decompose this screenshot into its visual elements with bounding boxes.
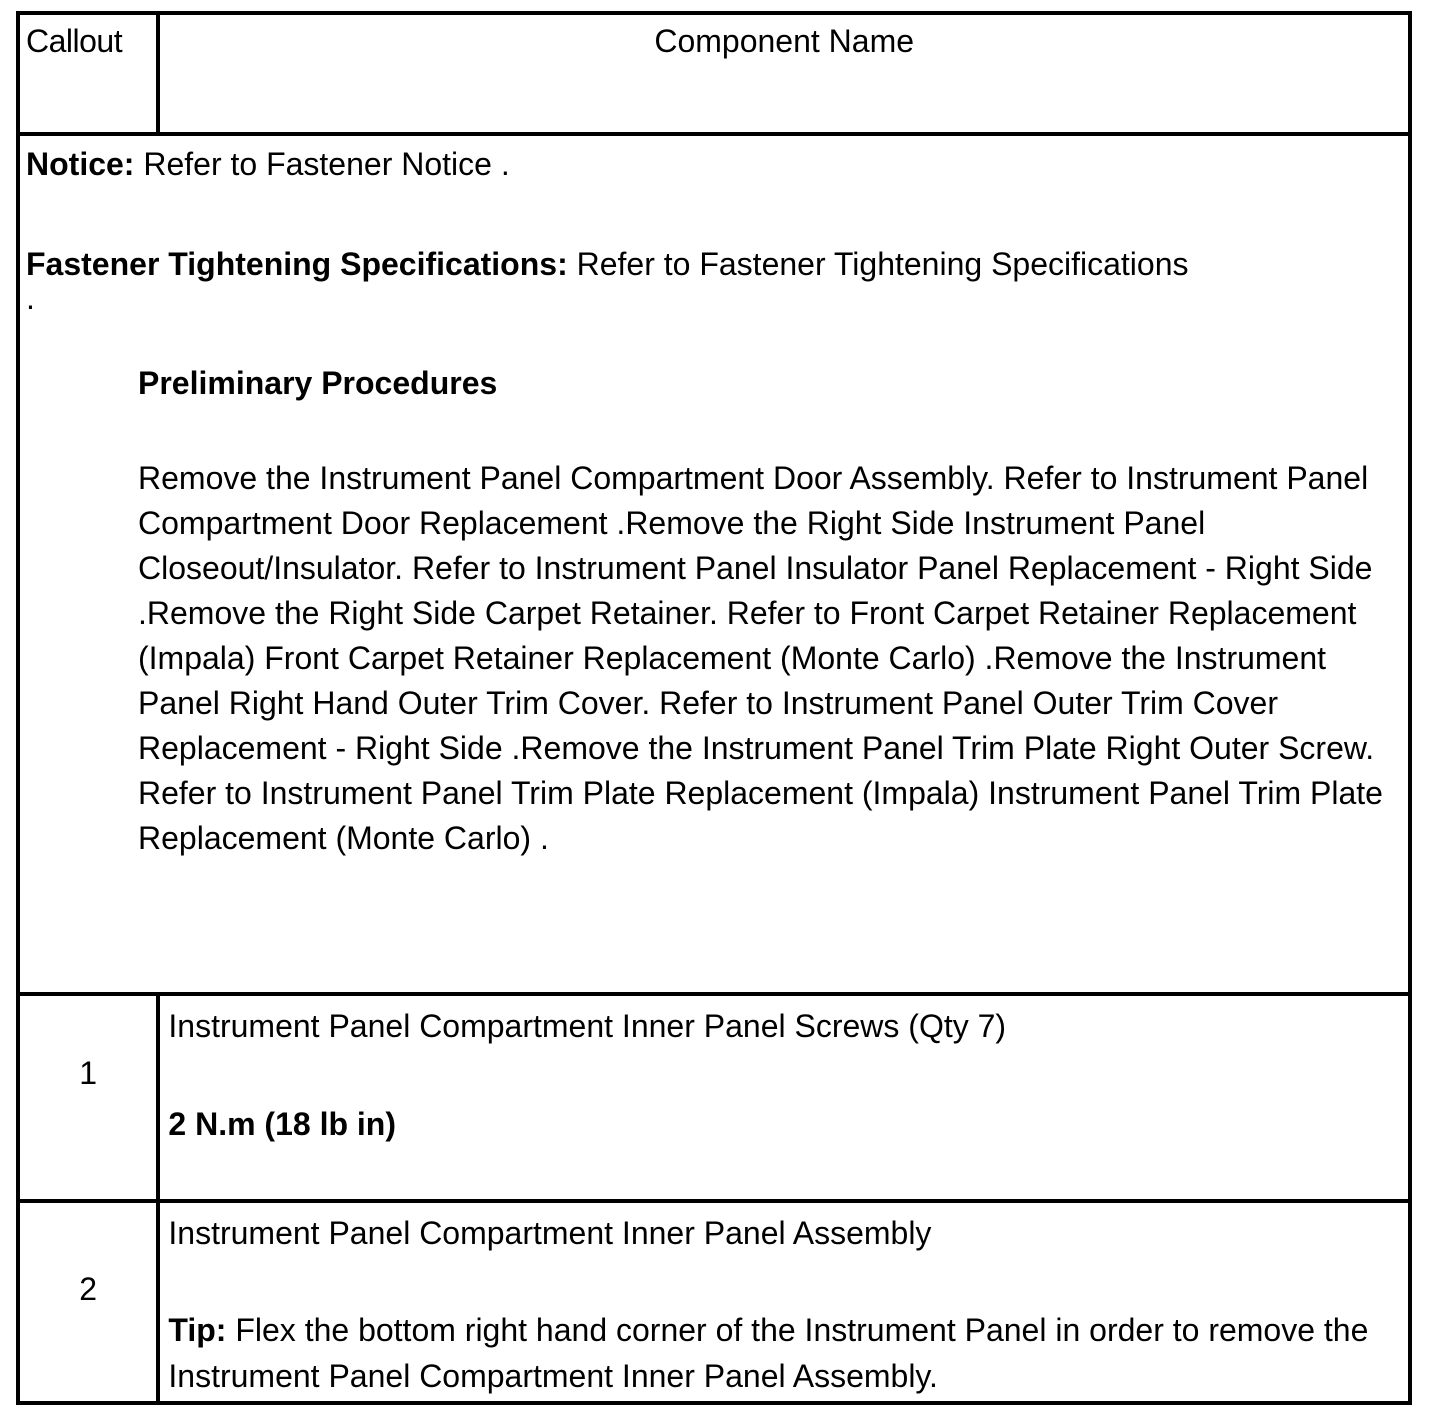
notice-paragraph — [26, 142, 1398, 186]
fastener-spec-text: Refer to Fastener Tightening Specifications — [567, 246, 1189, 282]
tip-text: Flex the bottom right hand corner of the Instrument Panel in order to remove the Instrument Panel Compartment Inner Panel Assembly. — [168, 1312, 1369, 1394]
component-name-header: Component Name — [158, 13, 1410, 134]
preliminary-procedures-body: Remove the Instrument Panel Compartment Door Assembly. Refer to Instrument Panel Compartment Door Replacement .Remove the Right Side Instrument Panel Closeout/Insulator. Refer to Instrument Panel Insulator Panel Replacement - Right Side .Remove the Right Side Carpet Retainer. Refer to Front Carpet Retainer Replacement (Impala) Front Carpet Retainer Replacement (Monte Carlo) .Remove the Instrument Panel Right Hand Outer Trim Cover. Refer to Instrument Panel Outer Trim Cover Replacement - Right Side .Remove the Instrument Panel Trim Plate Right Outer Screw. Refer to Instrument Panel Trim Plate Replacement (Impala) Instrument Panel Trim Plate Replacement (Monte Carlo) . — [138, 460, 1383, 856]
tip-paragraph — [168, 1307, 1400, 1399]
preliminary-procedures-heading: Preliminary Procedures — [138, 365, 498, 401]
torque-spec: 2 N.m (18 lb in) — [168, 1106, 396, 1142]
tip-label: Tip: — [168, 1312, 227, 1348]
callout-number: 2 — [18, 1201, 158, 1403]
notice-label: Notice: — [26, 146, 135, 182]
fastener-spec-trailing-dot: . — [26, 280, 35, 316]
notice-text: Refer to Fastener Notice . — [134, 146, 510, 182]
notice-cell — [18, 134, 1410, 994]
component-table — [16, 11, 1412, 1405]
table-row — [18, 1201, 1410, 1403]
callout-number: 1 — [18, 994, 158, 1201]
fastener-spec-label: Fastener Tightening Specifications: — [26, 246, 568, 282]
component-cell — [158, 994, 1410, 1201]
table-header-row — [18, 13, 1410, 134]
notice-row — [18, 134, 1410, 994]
callout-header: Callout — [18, 13, 158, 134]
component-cell — [158, 1201, 1410, 1403]
fastener-spec-paragraph — [26, 238, 1398, 291]
table-row — [18, 994, 1410, 1201]
component-name: Instrument Panel Compartment Inner Panel Assembly — [168, 1215, 932, 1251]
component-name: Instrument Panel Compartment Inner Panel Screws (Qty 7) — [168, 1008, 1007, 1044]
